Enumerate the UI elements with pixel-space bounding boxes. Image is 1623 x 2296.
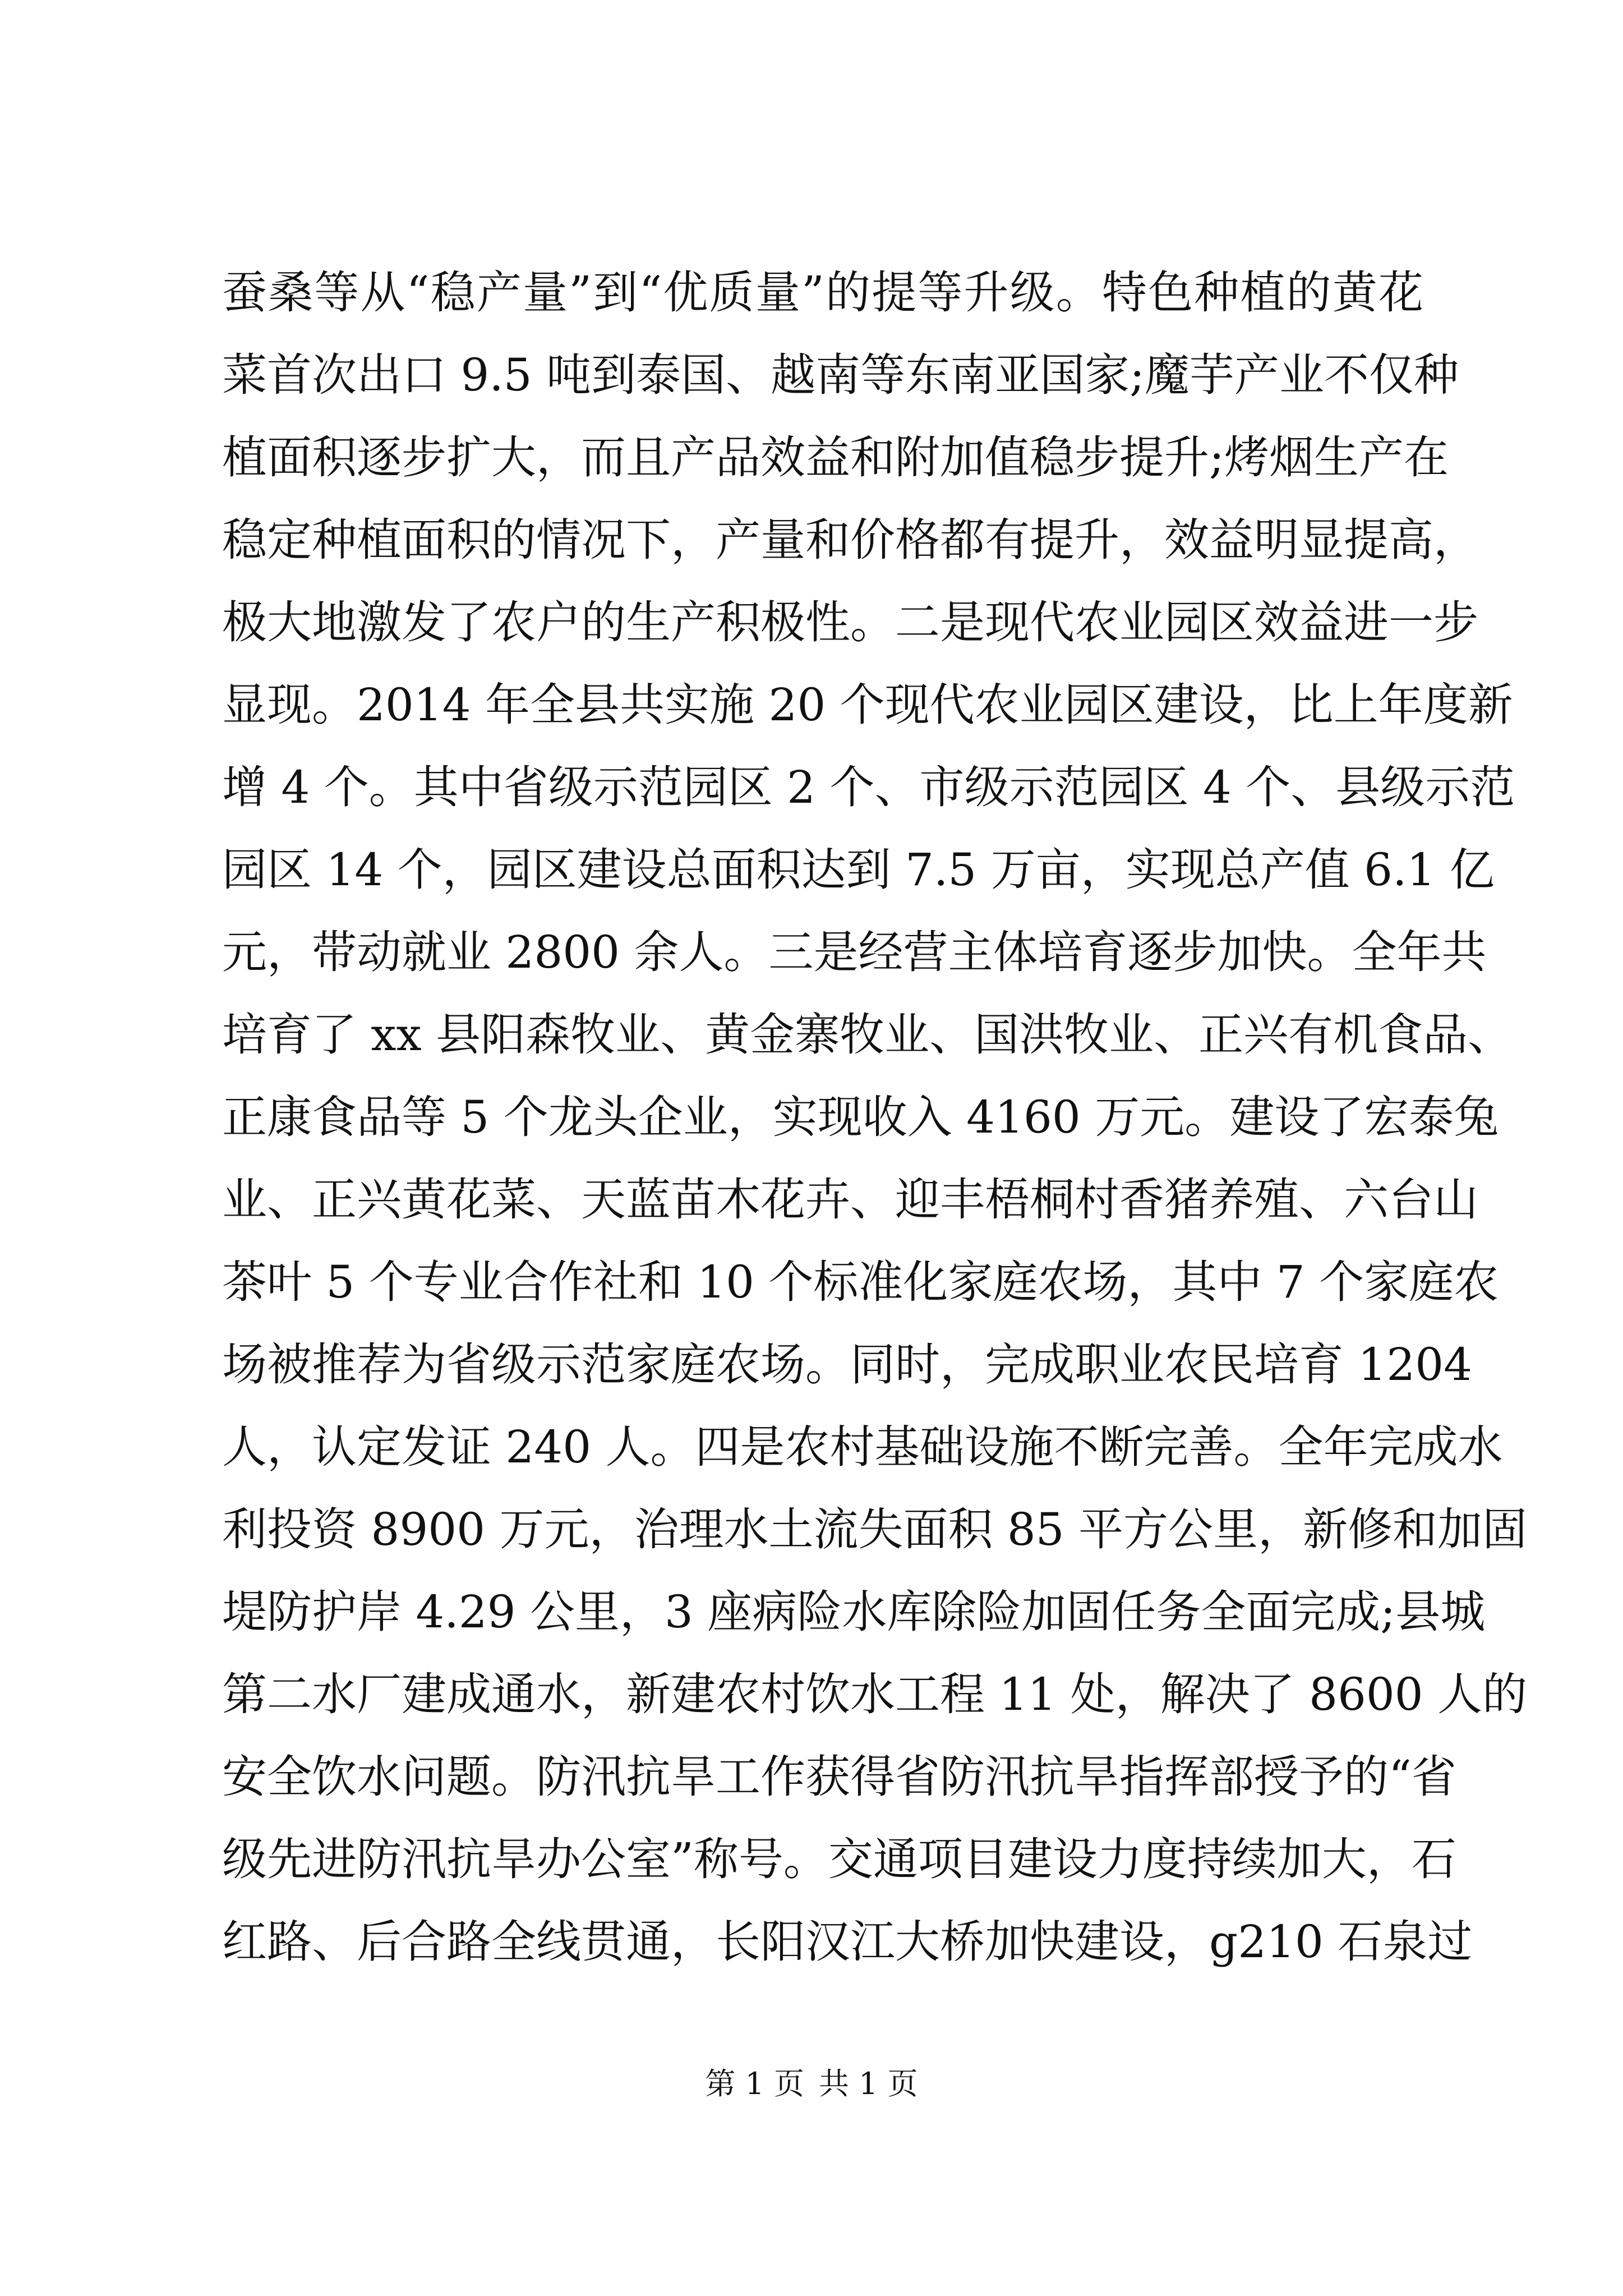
text-line: 稳定种植面积的情况下，产量和价格都有提升，效益明显提高， (222, 514, 1478, 566)
current-page-label: 第 1 页 (705, 2066, 804, 2101)
page-footer (0, 2064, 1623, 2104)
text-line: 级先进防汛抗旱办公室”称号。交通项目建设力度持续加大，石 (222, 1833, 1456, 1885)
text-line: 场被推荐为省级示范家庭农场。同时，完成职业农民培育 1204 (222, 1338, 1473, 1391)
text-line: 菜首次出口 9.5 吨到泰国、越南等东南亚国家;魔芋产业不仅种 (222, 349, 1459, 401)
text-line: 培育了 xx 县阳森牧业、黄金寨牧业、国洪牧业、正兴有机食品、 (222, 1009, 1513, 1061)
text-line: 元，带动就业 2800 余人。三是经营主体培育逐步加快。全年共 (222, 926, 1487, 978)
text-line: 第二水厂建成通水，新建农村饮水工程 11 处，解决了 8600 人的 (222, 1668, 1528, 1720)
text-line: 安全饮水问题。防汛抗旱工作获得省防汛抗旱指挥部授予的“省 (222, 1751, 1456, 1803)
text-line: 极大地激发了农户的生产积极性。二是现代农业园区效益进一步 (222, 596, 1478, 648)
text-line: 蚕桑等从“稳产量”到“优质量”的提等升级。特色种植的黄花 (222, 266, 1423, 319)
text-line: 茶叶 5 个专业合作社和 10 个标准化家庭农场，其中 7 个家庭农 (222, 1256, 1499, 1308)
text-line: 堤防护岸 4.29 公里，3 座病险水库除险加固任务全面完成;县城 (222, 1586, 1486, 1638)
text-line: 红路、后合路全线贯通，长阳汉江大桥加快建设，g210 石泉过 (222, 1916, 1473, 1968)
text-line: 显现。2014 年全县共实施 20 个现代农业园区建设，比上年度新 (222, 679, 1513, 731)
total-pages-label: 共 1 页 (819, 2066, 918, 2101)
text-line: 植面积逐步扩大，而且产品效益和附加值稳步提升;烤烟生产在 (222, 431, 1449, 484)
text-line: 园区 14 个，园区建设总面积达到 7.5 万亩，实现总产值 6.1 亿 (222, 844, 1495, 896)
text-line: 增 4 个。其中省级示范园区 2 个、市级示范园区 4 个、县级示范 (222, 761, 1515, 813)
text-line: 正康食品等 5 个龙头企业，实现收入 4160 万元。建设了宏泰兔 (222, 1091, 1499, 1143)
body-text (222, 251, 1528, 1983)
text-line: 利投资 8900 万元，治理水土流失面积 85 平方公里，新修和加固 (222, 1503, 1528, 1556)
text-line: 业、正兴黄花菜、天蓝苗木花卉、迎丰梧桐村香猪养殖、六台山 (222, 1174, 1478, 1226)
text-line: 人，认定发证 240 人。四是农村基础设施不断完善。全年完成水 (222, 1421, 1503, 1473)
